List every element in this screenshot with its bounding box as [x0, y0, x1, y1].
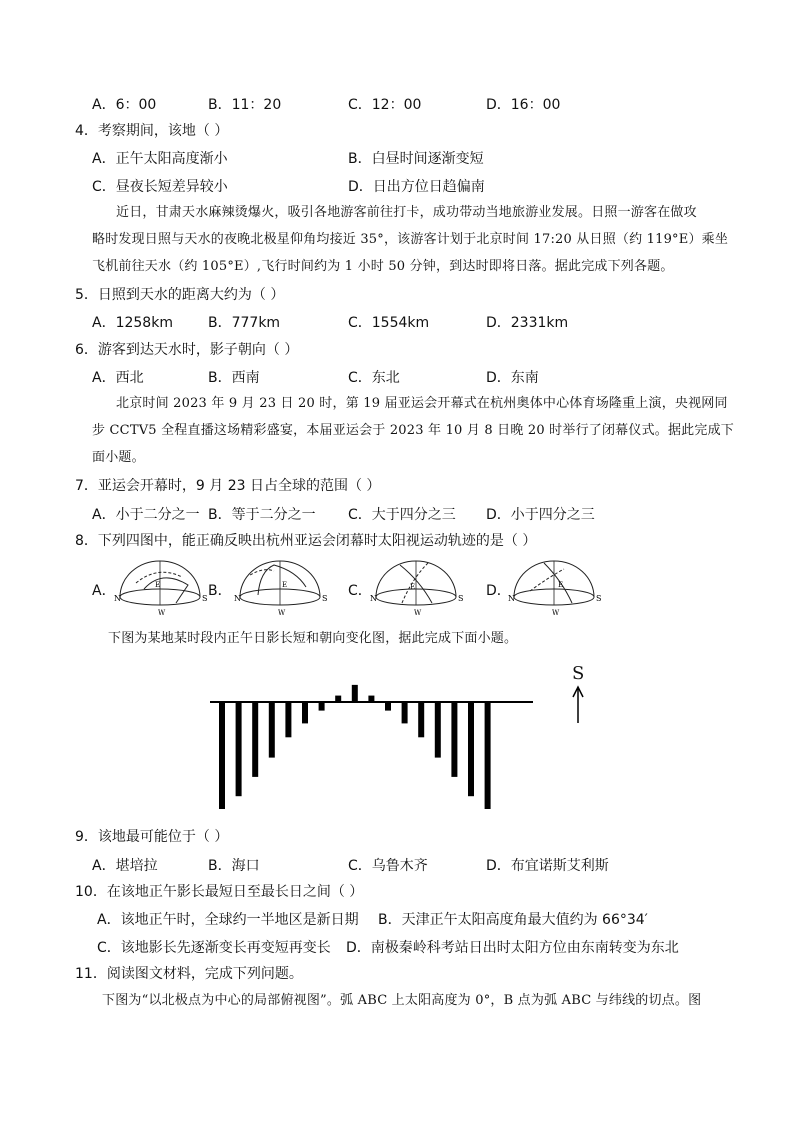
q7-stem: 7．亚运会开幕时，9 月 23 日占全球的范围（ ）	[75, 478, 381, 494]
q10-option-b: B．天津正午太阳高度角最大值约为 66°34′	[378, 912, 648, 928]
dome-label-e: E	[282, 581, 288, 589]
q9-option-c: C．乌鲁木齐	[348, 858, 428, 874]
north-south-arrow-icon	[570, 685, 586, 725]
shadow-bar	[302, 702, 308, 723]
q9-option-d: D．布宜诺斯艾利斯	[486, 858, 609, 874]
q5-option-d: D．2331km	[486, 315, 569, 331]
q6-option-b: B．西南	[208, 370, 260, 386]
dome-label-e: E	[558, 581, 564, 589]
shadow-bar	[435, 702, 441, 758]
shadow-bar	[485, 702, 491, 809]
dome-label-w: W	[278, 609, 286, 617]
q10-stem: 10．在该地正午影长最短日至最长日之间（ ）	[75, 884, 364, 900]
sun-path-dome-b	[234, 555, 328, 617]
shadow-bar	[468, 702, 474, 796]
q4-option-b: B．白昼时间逐渐变短	[348, 151, 484, 167]
passage-2-line: 步 CCTV5 全程直播这场精彩盛宴，本届亚运会于 2023 年 10 月 8 日晚 20 时举行了闭幕仪式。据此完成下	[92, 423, 734, 438]
passage-1-line: 飞机前往天水（约 105°E）,飞行时间约为 1 小时 50 分钟，到达时即将日落。据此完成下列各题。	[92, 259, 674, 274]
dome-label-s: S	[596, 594, 602, 603]
shadow-bar	[402, 702, 408, 723]
q11-stem: 11．阅读图文材料，完成下列问题。	[75, 966, 303, 982]
dome-label-e: E	[410, 583, 416, 591]
dome-label-w: W	[552, 609, 560, 617]
shadow-bar	[319, 702, 325, 711]
q4-option-c: C．昼夜长短差异较小	[92, 179, 228, 195]
q5-option-b: B．777km	[208, 315, 281, 331]
shadow-bar	[418, 702, 424, 737]
dome-label-s: S	[322, 594, 328, 603]
dome-label-n: N	[234, 594, 241, 603]
dome-label-n: N	[114, 594, 121, 603]
q6-stem: 6．游客到达天水时，影子朝向（ ）	[75, 342, 299, 358]
dome-label-s: S	[202, 594, 208, 603]
shadow-length-chart	[200, 655, 620, 815]
q5-stem: 5．日照到天水的距离大约为（ ）	[75, 287, 285, 303]
q3-option-b: B．11：20	[208, 97, 282, 113]
q5-option-c: C．1554km	[348, 315, 430, 331]
q4-stem: 4．考察期间，该地（ ）	[75, 123, 229, 139]
shadow-bar	[385, 702, 391, 711]
q4-option-d: D．日出方位日趋偏南	[348, 179, 485, 195]
dome-label-w: W	[158, 609, 166, 617]
q3-option-c: C．12：00	[348, 97, 422, 113]
south-direction-label: S	[572, 663, 585, 684]
q9-option-b: B．海口	[208, 858, 260, 874]
q10-option-d: D．南极秦岭科考站日出时太阳方位由东南转变为东北	[346, 940, 679, 956]
q7-option-a: A．小于二分之一	[92, 507, 200, 523]
shadow-bar	[335, 696, 341, 702]
dome-label-e: E	[155, 581, 161, 589]
q8-stem: 8．下列四图中，能正确反映出杭州亚运会闭幕时太阳视运动轨迹的是（ ）	[75, 533, 537, 549]
q11-text: 下图为“以北极点为中心的局部俯视图”。弧 ABC 上太阳高度为 0°，B 点为弧 ABC 与纬线的切点。图	[102, 993, 702, 1008]
q7-option-b: B．等于二分之一	[208, 507, 316, 523]
q7-option-c: C．大于四分之三	[348, 507, 456, 523]
dome-label-w: W	[414, 609, 422, 617]
q6-option-c: C．东北	[348, 370, 400, 386]
q6-option-d: D．东南	[486, 370, 539, 386]
passage-1-line: 近日，甘肃天水麻辣烫爆火，吸引各地游客前往打卡，成功带动当地旅游业发展。日照一游客在做攻	[116, 205, 697, 220]
q8-option-a: A．	[92, 583, 116, 599]
shadow-bar	[219, 702, 225, 809]
passage-1-line: 略时发现日照与天水的夜晚北极星仰角均接近 35°，该游客计划于北京时间 17:20 从日照（约 119°E）乘坐	[92, 232, 729, 247]
q5-option-a: A．1258km	[92, 315, 173, 331]
passage-2-line: 北京时间 2023 年 9 月 23 日 20 时，第 19 届亚运会开幕式在杭州奥体中心体育场隆重上演，央视网同	[116, 396, 728, 411]
q9-option-a: A．堪培拉	[92, 858, 158, 874]
q6-option-a: A．西北	[92, 370, 144, 386]
q3-option-d: D．16：00	[486, 97, 561, 113]
q8-option-b: B．	[208, 583, 232, 599]
sun-path-dome-c	[370, 555, 464, 617]
sun-path-dome-a	[114, 555, 208, 617]
shadow-bar	[368, 696, 374, 702]
shadow-bar	[236, 702, 242, 796]
sun-path-dome-d	[508, 555, 602, 617]
shadow-bars-svg	[200, 655, 620, 815]
q8-option-c: C．	[348, 583, 372, 599]
dome-label-n: N	[508, 594, 515, 603]
q8-option-d: D．	[486, 583, 511, 599]
shadow-bar	[352, 685, 358, 702]
shadow-bar	[285, 702, 291, 737]
shadow-bar	[252, 702, 258, 777]
dome-label-s: S	[458, 594, 464, 603]
q7-option-d: D．小于四分之三	[486, 507, 595, 523]
q10-option-a: A．该地正午时，全球约一半地区是新日期	[97, 912, 359, 928]
q10-option-c: C．该地影长先逐渐变长再变短再变长	[97, 940, 331, 956]
passage-3: 下图为某地某时段内正午日影长短和朝向变化图，据此完成下面小题。	[108, 631, 518, 646]
q3-option-a: A．6：00	[92, 97, 157, 113]
dome-label-n: N	[370, 594, 377, 603]
q9-stem: 9．该地最可能位于（ ）	[75, 829, 229, 845]
passage-2-line: 面小题。	[92, 450, 145, 465]
q4-option-a: A．正午太阳高度渐小	[92, 151, 228, 167]
shadow-bar	[451, 702, 457, 777]
shadow-bar	[269, 702, 275, 758]
